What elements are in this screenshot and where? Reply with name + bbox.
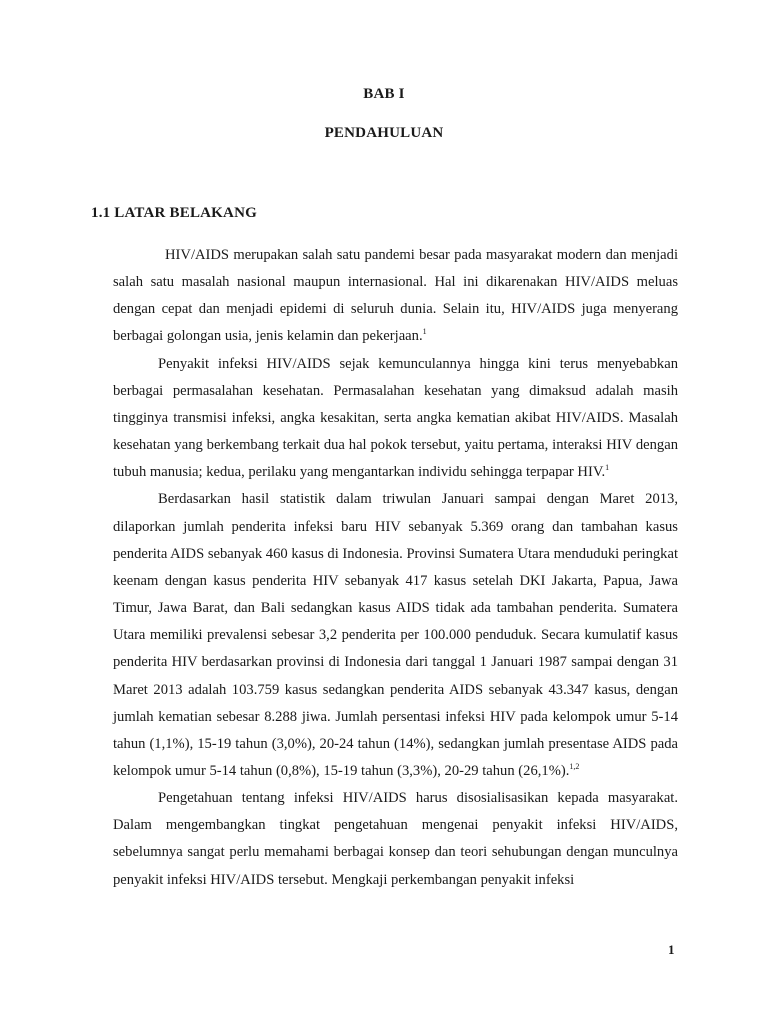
paragraph bbox=[113, 486, 678, 785]
chapter-number: BAB I bbox=[363, 86, 405, 102]
paragraph-text: Penyakit infeksi HIV/AIDS sejak kemunculannya hingga kini terus menyebabkan berbagai permasalahan kesehatan. Permasalahan kesehatan yang dimaksud adalah masih tingginya transmisi infeksi, angka kesakitan, serta angka kematian akibat HIV/AIDS. Masalah kesehatan yang berkembang terkait dua hal pokok tersebut, yaitu pertama, interaksi HIV dengan tubuh manusia; kedua, perilaku yang mengantarkan individu sehingga terpapar HIV. bbox=[113, 355, 678, 481]
citation-ref: 1,2 bbox=[569, 761, 580, 771]
paragraph bbox=[113, 785, 678, 894]
paragraph bbox=[113, 351, 678, 487]
paragraph bbox=[113, 242, 678, 351]
paragraph-text: HIV/AIDS merupakan salah satu pandemi besar pada masyarakat modern dan menjadi salah satu masalah nasional maupun internasional. Hal ini dikarenakan HIV/AIDS meluas dengan cepat dan menjadi epidemi di seluruh dunia. Selain itu, HIV/AIDS juga menyerang berbagai golongan usia, jenis kelamin dan pekerjaan. bbox=[113, 247, 678, 345]
citation-ref: 1 bbox=[605, 463, 610, 473]
citation-ref: 1 bbox=[422, 327, 427, 337]
paragraph-text: Berdasarkan hasil statistik dalam triwulan Januari sampai dengan Maret 2013, dilaporkan jumlah penderita infeksi baru HIV sebanyak 5.369 orang dan tambahan kasus penderita AIDS sebanyak 460 kasus di Indonesia. Provinsi Sumatera Utara menduduki peringkat keenam dengan kasus penderita HIV sebanyak 417 kasus setelah DKI Jakarta, Papua, Jawa Timur, Jawa Barat, dan Bali sedangkan kasus AIDS tidak ada tambahan penderita. Sumatera Utara memiliki prevalensi sebesar 3,2 penderita per 100.000 penduduk. Secara kumulatif kasus penderita HIV berdasarkan provinsi di Indonesia dari tanggal 1 Januari 1987 sampai dengan 31 Maret 2013 adalah 103.759 kasus sedangkan penderita AIDS sebanyak 43.347 kasus, dengan jumlah kematian sebesar 8.288 jiwa. Jumlah persentasi infeksi HIV pada kelompok umur 5-14 tahun (1,1%), 15-19 tahun (3,0%), 20-24 tahun (14%), sedangkan jumlah presentase AIDS pada kelompok umur 5-14 tahun (0,8%), 15-19 tahun (3,3%), 20-29 tahun (26,1%). bbox=[113, 491, 678, 779]
body-text bbox=[113, 242, 678, 894]
page-number: 1 bbox=[668, 942, 675, 957]
paragraph-text: Pengetahuan tentang infeksi HIV/AIDS harus disosialisasikan kepada masyarakat. Dalam mengembangkan tingkat pengetahuan mengenai penyakit infeksi HIV/AIDS, sebelumnya sangat perlu memahami berbagai konsep dan teori sehubungan dengan munculnya penyakit infeksi HIV/AIDS tersebut. Mengkaji perkembangan penyakit infeksi bbox=[113, 790, 678, 888]
section-heading: 1.1 LATAR BELAKANG bbox=[91, 205, 257, 221]
chapter-title: PENDAHULUAN bbox=[324, 125, 444, 141]
